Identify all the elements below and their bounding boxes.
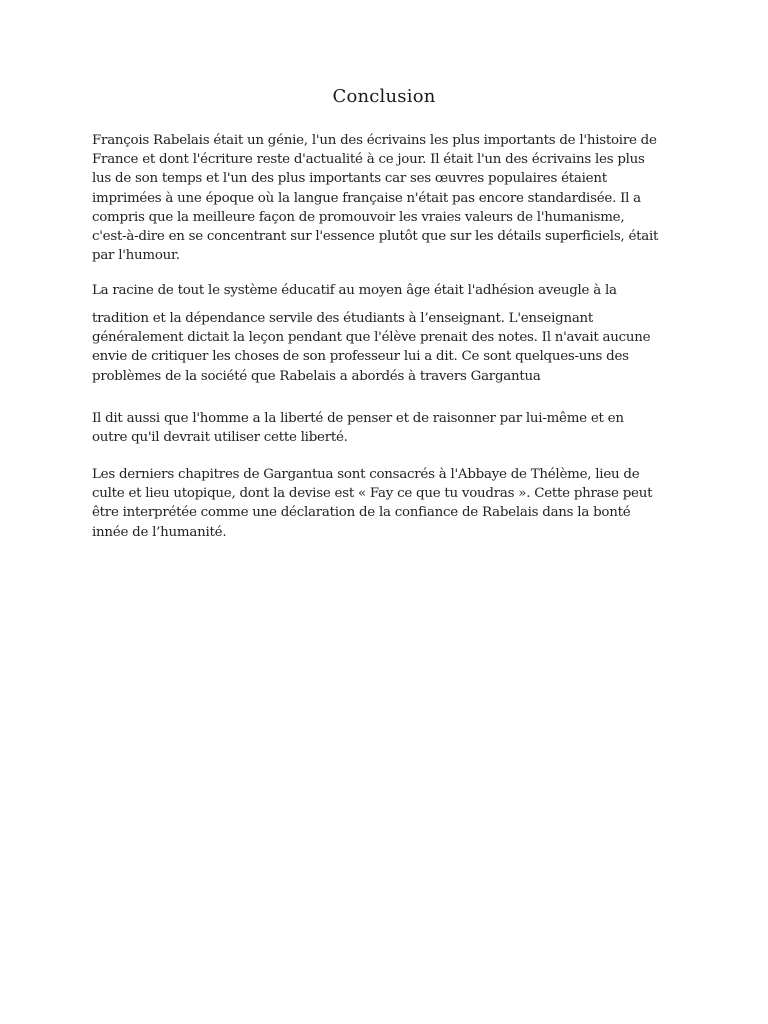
text-line: c'est-à-dire en se concentrant sur l'essence plutôt que sur les détails superficiels, était xyxy=(92,229,659,245)
text-line: par l'humour. xyxy=(92,248,180,264)
text-line: Les derniers chapitres de Gargantua sont consacrés à l'Abbaye de Thélème, lieu de xyxy=(92,467,640,482)
text-line: innée de l’humanité. xyxy=(92,524,227,540)
paragraph-rabelais-genius xyxy=(92,131,692,265)
paragraph-theleme-abbey xyxy=(92,465,692,542)
text-line: France et dont l'écriture reste d'actualité à ce jour. Il était l'un des écrivains les plus xyxy=(92,152,645,168)
text-line: tradition et la dépendance servile des étudiants à l’enseignant. L'enseignant xyxy=(92,311,594,326)
paragraph-liberty xyxy=(92,409,692,447)
text-line: culte et lieu utopique, dont la devise est « Fay ce que tu voudras ». Cette phrase peut xyxy=(92,486,653,502)
text-line: problèmes de la société que Rabelais a abordés à travers Gargantua xyxy=(92,368,541,384)
text-line: lus de son temps et l'un des plus importants car ses œuvres populaires étaient xyxy=(92,171,607,187)
paragraph-education-system xyxy=(92,309,692,386)
text-line: envie de critiquer les choses de son professeur lui a dit. Ce sont quelques-uns des xyxy=(92,349,629,365)
paragraph-education-system-first-line xyxy=(92,281,692,300)
text-line: La racine de tout le système éducatif au moyen âge était l'adhésion aveugle à la xyxy=(92,283,617,298)
text-line: être interprétée comme une déclaration de la confiance de Rabelais dans la bonté xyxy=(92,505,631,521)
text-line: outre qu'il devrait utiliser cette liberté. xyxy=(92,430,348,446)
text-line: Il dit aussi que l'homme a la liberté de penser et de raisonner par lui-même et en xyxy=(92,411,624,426)
text-line: François Rabelais était un génie, l'un des écrivains les plus importants de l'histoire de xyxy=(92,133,657,148)
text-line: généralement dictait la leçon pendant que l'élève prenait des notes. Il n'avait aucune xyxy=(92,330,651,346)
text-line: compris que la meilleure façon de promouvoir les vraies valeurs de l'humanisme, xyxy=(92,209,625,225)
text-line: imprimées à une époque où la langue française n'était pas encore standardisée. Il a xyxy=(92,190,641,206)
page-title: Conclusion xyxy=(332,86,436,107)
